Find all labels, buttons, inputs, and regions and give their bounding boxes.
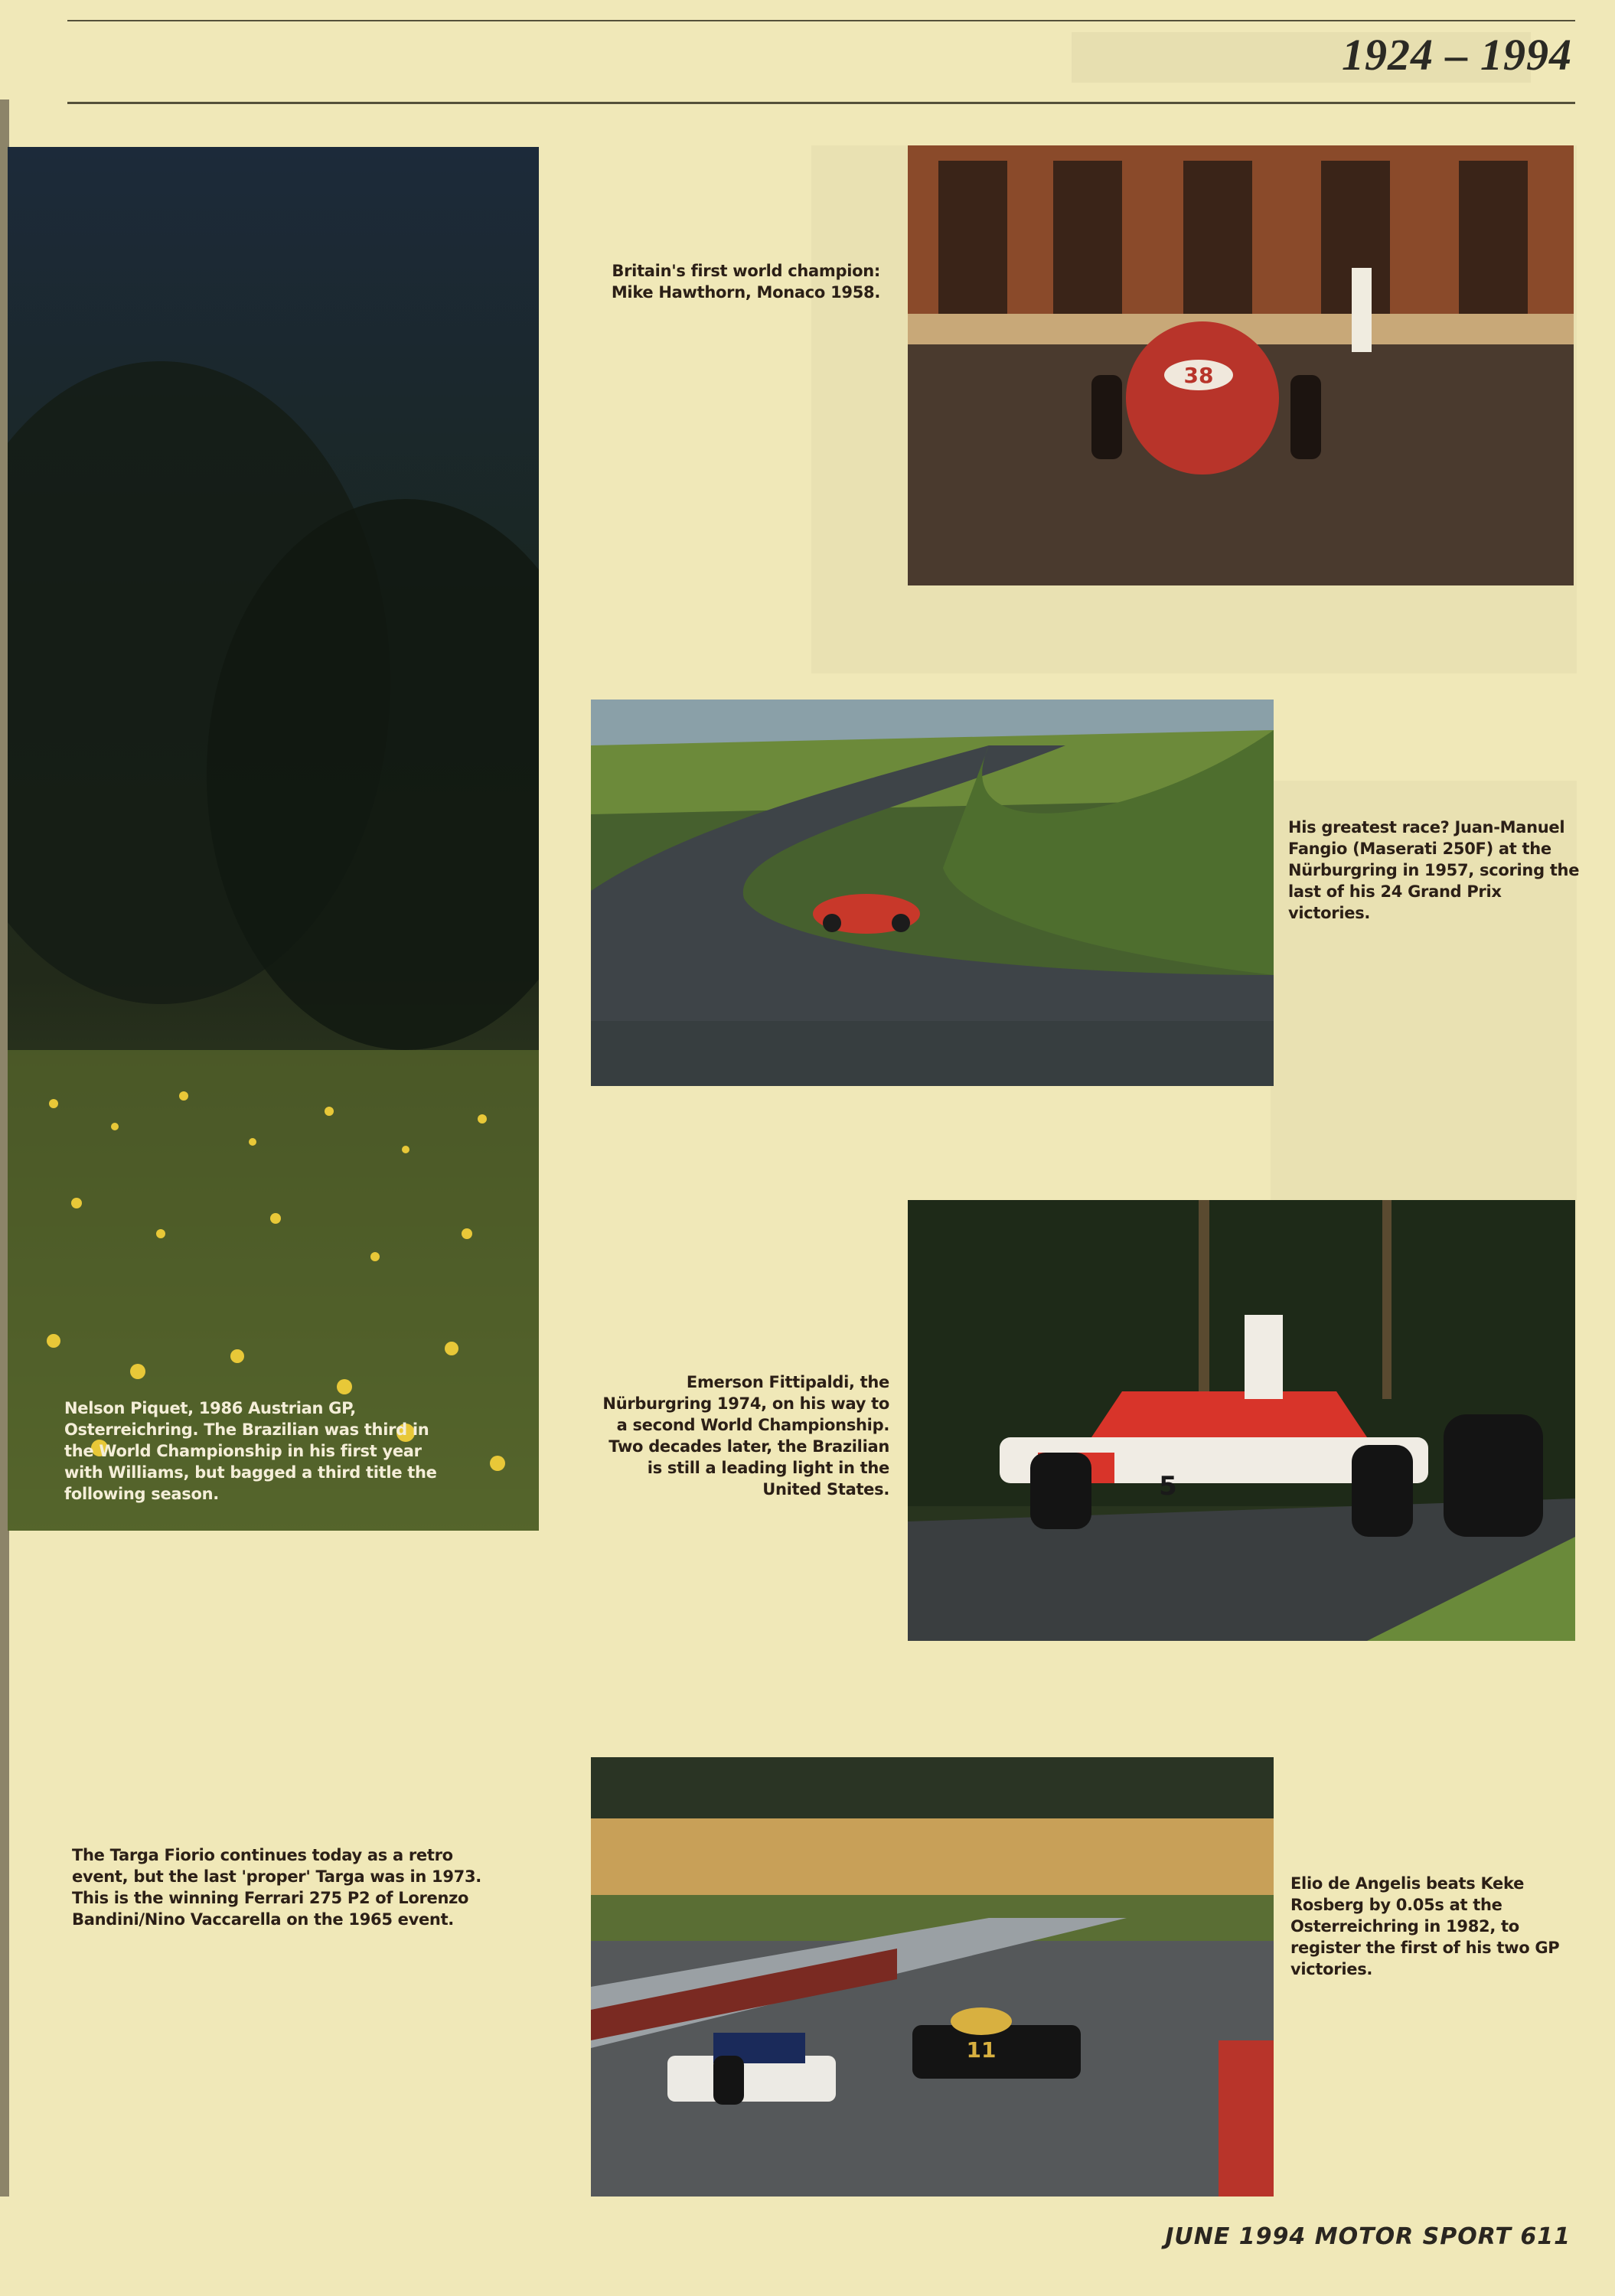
- hawthorn-car-number: 38: [1183, 363, 1214, 388]
- piquet-caption: Nelson Piquet, 1986 Austrian GP, Osterreichring. The Brazilian was third in the World Championship in his first year with Williams, but bagged a third title the following season.: [64, 1399, 437, 1503]
- top-rule: [67, 20, 1575, 21]
- piquet-photo: [8, 147, 539, 1531]
- page-title: 1924 – 1994: [1342, 30, 1572, 80]
- fittipaldi-photo: [908, 1200, 1575, 1641]
- hawthorn-photo: [908, 145, 1574, 585]
- deangelis-caption: Elio de Angelis beats Keke Rosberg by 0.05s at the Osterreichring in 1982, to register the first of his two GP victories.: [1290, 1874, 1560, 1978]
- deangelis-car-number: 11: [966, 2037, 997, 2063]
- header-rule: [67, 102, 1575, 104]
- fangio-caption: His greatest race? Juan-Manuel Fangio (Maserati 250F) at the Nürburgring in 1957, scoring the last of his 24 Grand Prix victories.: [1288, 818, 1580, 922]
- fangio-photo: [591, 700, 1274, 1086]
- targa-caption: The Targa Fiorio continues today as a retro event, but the last 'proper' Targa was in 1973. This is the winning Ferrari 275 P2 of Lorenzo Bandini/Nino Vaccarella on the 1965 event.: [72, 1846, 481, 1929]
- hawthorn-caption: Britain's first world champion: Mike Hawthorn, Monaco 1958.: [611, 262, 880, 302]
- fittipaldi-caption: Emerson Fittipaldi, the Nürburgring 1974, on his way to a second World Championship. Two decades later, the Brazilian is still a leading light in the United States.: [602, 1373, 889, 1499]
- fittipaldi-car-number: 5: [1159, 1471, 1177, 1502]
- deangelis-photo: [591, 1757, 1274, 2197]
- page-footer: JUNE 1994 MOTOR SPORT 611: [1165, 2223, 1571, 2250]
